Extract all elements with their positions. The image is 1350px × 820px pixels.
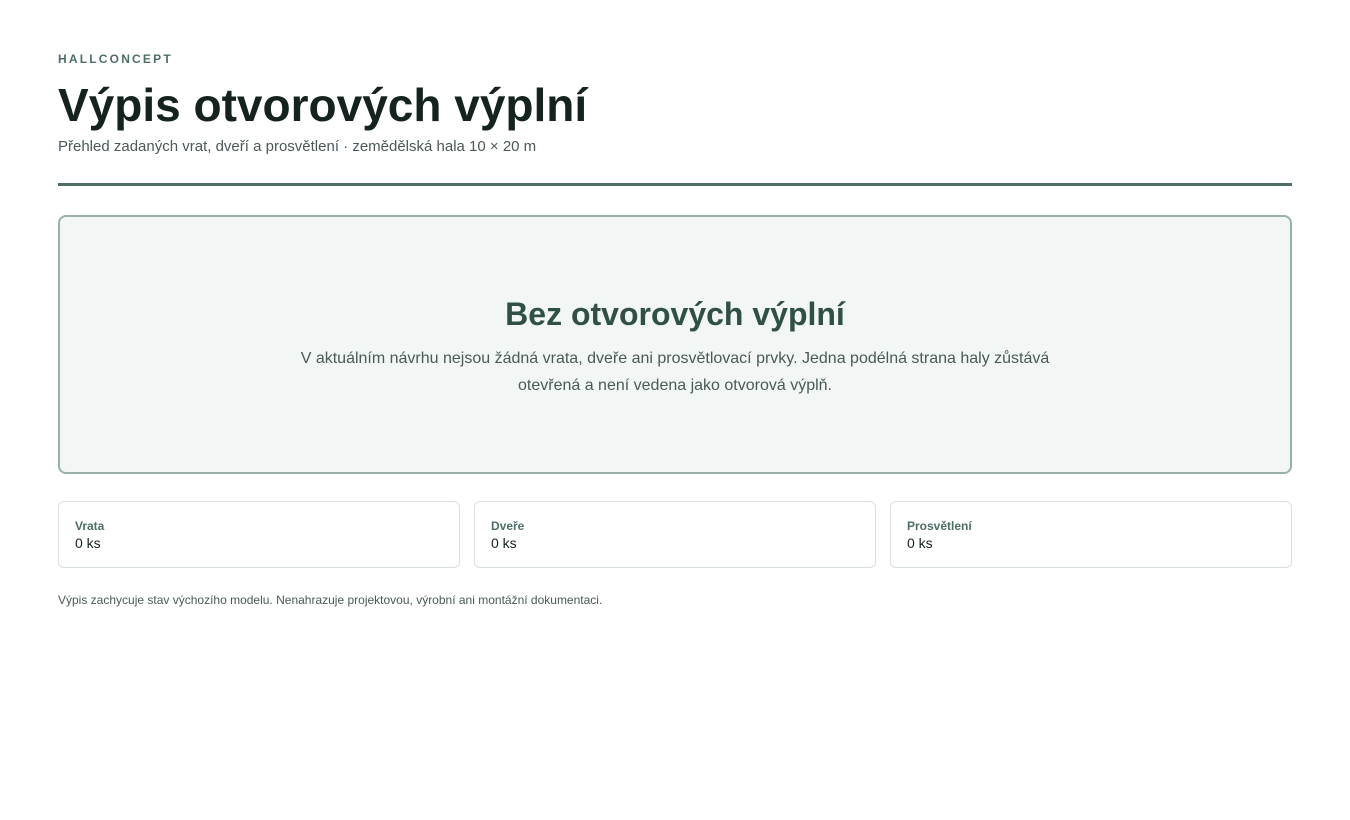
empty-state-panel (58, 215, 1292, 474)
brand-label: HALLCONCEPT (58, 52, 173, 66)
stat-label: Vrata (75, 519, 105, 533)
stat-card-doors (474, 501, 876, 568)
stat-value: 0 ks (491, 535, 517, 551)
disclaimer-footnote: Výpis zachycuje stav výchozího modelu. Nenahrazuje projektovou, výrobní ani montážní dokumentaci. (58, 593, 603, 607)
stat-card-skylights (890, 501, 1292, 568)
page-title: Výpis otvorových výplní (58, 79, 588, 131)
stat-value: 0 ks (75, 535, 101, 551)
stat-label: Prosvětlení (907, 519, 972, 533)
stat-label: Dveře (491, 519, 525, 533)
empty-state-text: V aktuálním návrhu nejsou žádná vrata, dveře ani prosvětlovací prvky. Jedna podélná strana haly zůstává otevřená a není vedena jako otvorová výplň. (300, 350, 1050, 394)
empty-state-title: Bez otvorových výplní (505, 296, 845, 332)
summary-cards (58, 501, 1292, 568)
stat-card-doors-gates (58, 501, 460, 568)
header-divider (58, 183, 1292, 186)
page-subtitle: Přehled zadaných vrat, dveří a prosvětlení · zemědělská hala 10 × 20 m (58, 138, 537, 155)
stat-value: 0 ks (907, 535, 933, 551)
